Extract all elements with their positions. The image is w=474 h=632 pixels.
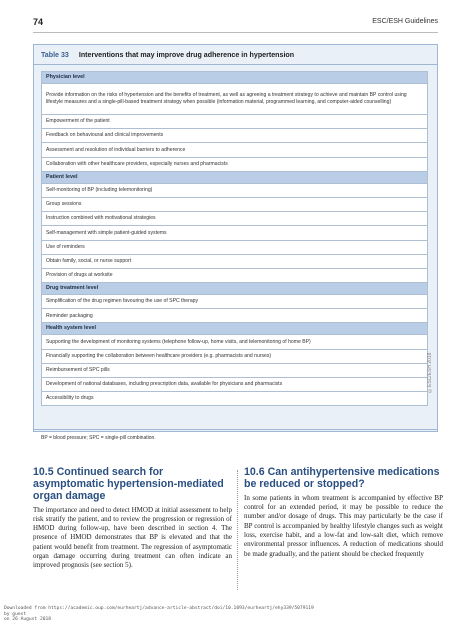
section-number: 10.6 — [244, 466, 265, 478]
table-row — [42, 309, 428, 323]
table-row — [42, 226, 428, 240]
intervention-cell: Accessibility to drugs — [42, 392, 428, 406]
copyright-watermark: ©ESC/ESH 2018 — [427, 352, 433, 393]
intervention-cell: Assessment and resolution of individual barriers to adherence — [42, 143, 428, 157]
table-section-row — [42, 171, 428, 183]
table-row — [42, 197, 428, 211]
table-row — [42, 295, 428, 309]
intervention-cell: Development of national databases, including prescription data, available for physicians and pharmacists — [42, 378, 428, 392]
intervention-cell: Provide information on the risks of hypertension and the benefits of treatment, as well as agreeing a treatment strategy to achieve and maintain BP control using lifestyle measures and a single-pill-based treatment strategy when possible (information material, programmed learning, and computer-aided counselling) — [42, 84, 428, 115]
footnote-rule — [34, 429, 437, 430]
intervention-cell: Self-management with simple patient-guided systems — [42, 226, 428, 240]
adherence-table-box — [33, 44, 438, 441]
intervention-cell: Empowerment of the patient — [42, 115, 428, 129]
table-caption — [41, 51, 294, 59]
table-section-row — [42, 72, 428, 84]
table-row — [42, 363, 428, 377]
section-body: The importance and need to detect HMOD at initial assessment to help risk stratify the patient, and to review the progression or regression of HMOD during follow-up, have been described in section 4. The presence of HMOD demonstrates that BP is elevated and that the patient would benefit from treatment. The regression of asymptomatic organ damage occurring during treatment can often indicate an improved prognosis (see section 5). — [33, 505, 232, 570]
table-row — [42, 129, 428, 143]
header-rule — [33, 32, 438, 33]
running-head: ESC/ESH Guidelines — [372, 18, 438, 25]
table-row — [42, 157, 428, 171]
table-row — [42, 212, 428, 226]
intervention-cell: Instruction combined with motivational strategies — [42, 212, 428, 226]
table-section-row — [42, 283, 428, 295]
intervention-cell: Use of reminders — [42, 240, 428, 254]
intervention-cell: Self-monitoring of BP (including telemonitoring) — [42, 183, 428, 197]
intervention-cell: Financially supporting the collaboration between healthcare providers (e.g. pharmacists and nurses) — [42, 349, 428, 363]
download-note — [4, 606, 314, 623]
table-row — [42, 392, 428, 406]
section-number: 10.5 — [33, 466, 54, 478]
table-row — [42, 143, 428, 157]
table-footnote: BP = blood pressure; SPC = single-pill combination. — [41, 435, 156, 441]
table-row — [42, 254, 428, 268]
intervention-cell: Collaboration with other healthcare providers, especially nurses and pharmacists — [42, 157, 428, 171]
table-row — [42, 335, 428, 349]
interventions-table — [41, 71, 428, 406]
intervention-cell: Feedback on behavioural and clinical improvements — [42, 129, 428, 143]
section-title: Continued search for asymptomatic hypertension-mediated organ damage — [33, 466, 224, 502]
page-number: 74 — [33, 17, 44, 27]
intervention-cell: Reminder packaging — [42, 309, 428, 323]
table-row — [42, 240, 428, 254]
intervention-cell: Supporting the development of monitoring systems (telephone follow-up, home visits, and telemonitoring of home BP) — [42, 335, 428, 349]
section-body: In some patients in whom treatment is accompanied by effective BP control for an extended period, it may be possible to reduce the number and/or dosage of drugs. This may particularly be the case if BP control is accompanied by healthy lifestyle changes such as weight loss, exercise habit, and a low-fat and low-salt diet, which remove environmental pressor influences. A reduction of medications should be made gradually, and the patient should be checked frequently — [244, 493, 443, 558]
intervention-cell: Simplification of the drug regimen favouring the use of SPC therapy — [42, 295, 428, 309]
section-title: Can antihypertensive medications be reduced or stopped? — [244, 466, 440, 490]
download-line-2: by guest — [4, 611, 27, 617]
section-10-6 — [244, 467, 443, 559]
table-row — [42, 378, 428, 392]
intervention-cell: Provision of drugs at worksite — [42, 268, 428, 282]
table-row — [42, 115, 428, 129]
section-heading — [33, 467, 232, 503]
section-10-5 — [33, 467, 232, 571]
section-label: Patient level — [42, 171, 428, 183]
table-row — [42, 268, 428, 282]
caption-rule — [34, 64, 437, 65]
download-line-3: on 26 August 2018 — [4, 617, 52, 623]
table-row — [42, 84, 428, 115]
table-title: Interventions that may improve drug adherence in hypertension — [78, 51, 295, 59]
table-row — [42, 349, 428, 363]
section-label: Drug treatment level — [42, 283, 428, 295]
section-label: Physician level — [42, 72, 428, 84]
download-line-1: Downloaded from https://academic.oup.com/eurheartj/advance-article-abstract/doi/10.1093/eurheartj/ehy339/5079119 — [4, 606, 314, 611]
intervention-cell: Reimbursement of SPC pills — [42, 363, 428, 377]
section-heading — [244, 467, 443, 491]
table-number: Table 33 — [41, 51, 69, 59]
intervention-cell: Group sessions — [42, 197, 428, 211]
table-section-row — [42, 323, 428, 335]
column-divider — [237, 470, 238, 590]
intervention-cell: Obtain family, social, or nurse support — [42, 254, 428, 268]
section-label: Health system level — [42, 323, 428, 335]
table-row — [42, 183, 428, 197]
